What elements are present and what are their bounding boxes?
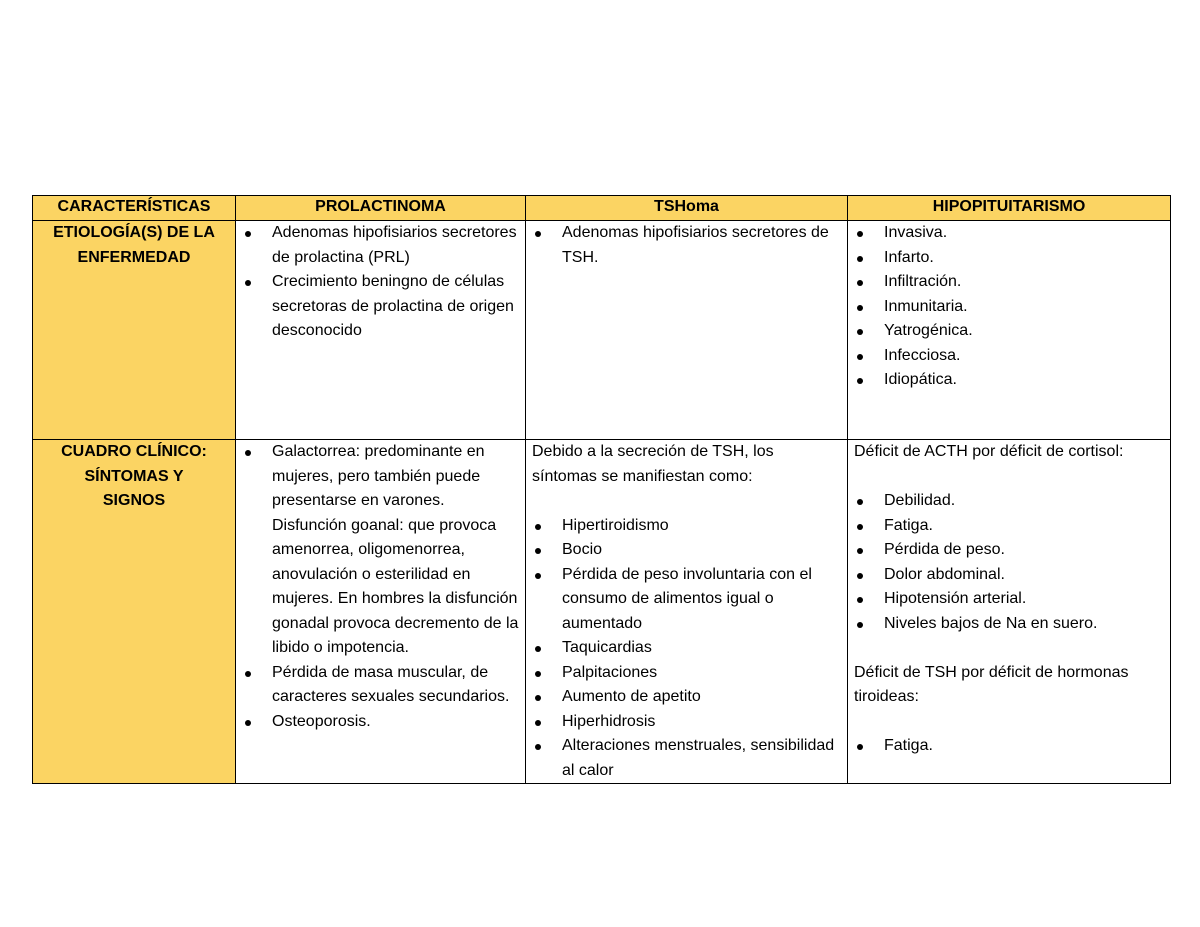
- cell-etiologia-prolactinoma: [236, 221, 526, 440]
- cell-etiologia-hipopituitarismo: [848, 221, 1171, 440]
- characteristics-table: [32, 195, 1171, 784]
- list-item: Debilidad.: [854, 489, 1164, 514]
- row-label-line: SÍNTOMAS Y: [84, 467, 184, 485]
- tsh-intro: Déficit de TSH por déficit de hormonas tiroideas:: [854, 663, 1129, 705]
- list-item: Taquicardias: [532, 636, 841, 661]
- cell-clinico-tshoma: [526, 440, 848, 784]
- list-item: Bocio: [532, 538, 841, 563]
- header-row: [33, 196, 1171, 221]
- list-item: Inmunitaria.: [854, 295, 1164, 320]
- list-item: Galactorrea: predominante en mujeres, pero también puede presentarse en varones. Disfunción goanal: que provoca amenorrea, oligomenorrea, anovulación o esterilidad en mujeres. En hombres la disfunción gonadal provoca decremento de la libido o impotencia.: [242, 440, 519, 661]
- row-label-cuadro-clinico: [33, 440, 236, 784]
- list-item: Pérdida de peso.: [854, 538, 1164, 563]
- row-label-line: SIGNOS: [102, 492, 166, 509]
- row-label-etiologia: [33, 221, 236, 440]
- list-item: Crecimiento beningno de células secretoras de prolactina de origen desconocido: [242, 270, 519, 344]
- header-hipopituitarismo: HIPOPITUITARISMO: [848, 196, 1171, 221]
- list-item: Pérdida de masa muscular, de caracteres sexuales secundarios.: [242, 661, 519, 710]
- list-item: Fatiga.: [854, 514, 1164, 539]
- header-prolactinoma: PROLACTINOMA: [236, 196, 526, 221]
- list-item: Invasiva.: [854, 221, 1164, 246]
- list-item: Yatrogénica.: [854, 319, 1164, 344]
- cell-etiologia-tshoma: [526, 221, 848, 440]
- acth-intro: Déficit de ACTH por déficit de cortisol:: [854, 443, 1124, 460]
- list-item: Osteoporosis.: [242, 710, 519, 735]
- list-item: Infarto.: [854, 246, 1164, 271]
- list-item: Idiopática.: [854, 368, 1164, 393]
- list-item: Infiltración.: [854, 270, 1164, 295]
- list-item: Alteraciones menstruales, sensibilidad al calor: [532, 734, 841, 783]
- list-item: Hipertiroidismo: [532, 514, 841, 539]
- cell-clinico-hipopituitarismo: [848, 440, 1171, 784]
- header-tshoma: TSHoma: [526, 196, 848, 221]
- list-item: Fatiga.: [854, 734, 1164, 759]
- list-item: Infecciosa.: [854, 344, 1164, 369]
- list-item: Hipotensión arterial.: [854, 587, 1164, 612]
- list-item: Pérdida de peso involuntaria con el consumo de alimentos igual o aumentado: [532, 563, 841, 637]
- row-etiologia: [33, 221, 1171, 440]
- list-item: Palpitaciones: [532, 661, 841, 686]
- list-item: Hiperhidrosis: [532, 710, 841, 735]
- row-label-line: ETIOLOGÍA(S) DE LA: [53, 224, 215, 241]
- cell-clinico-prolactinoma: [236, 440, 526, 784]
- tshoma-intro: Debido a la secreción de TSH, los síntomas se manifiestan como:: [532, 443, 774, 485]
- row-label-line: ENFERMEDAD: [77, 248, 191, 266]
- header-caracteristicas: CARACTERÍSTICAS: [33, 196, 236, 221]
- list-item: Aumento de apetito: [532, 685, 841, 710]
- row-label-line: CUADRO CLÍNICO:: [61, 443, 207, 460]
- list-item: Adenomas hipofisiarios secretores de TSH.: [532, 221, 841, 270]
- list-item: Dolor abdominal.: [854, 563, 1164, 588]
- list-item: Adenomas hipofisiarios secretores de prolactina (PRL): [242, 221, 519, 270]
- list-item: Niveles bajos de Na en suero.: [854, 612, 1164, 637]
- row-cuadro-clinico: [33, 440, 1171, 784]
